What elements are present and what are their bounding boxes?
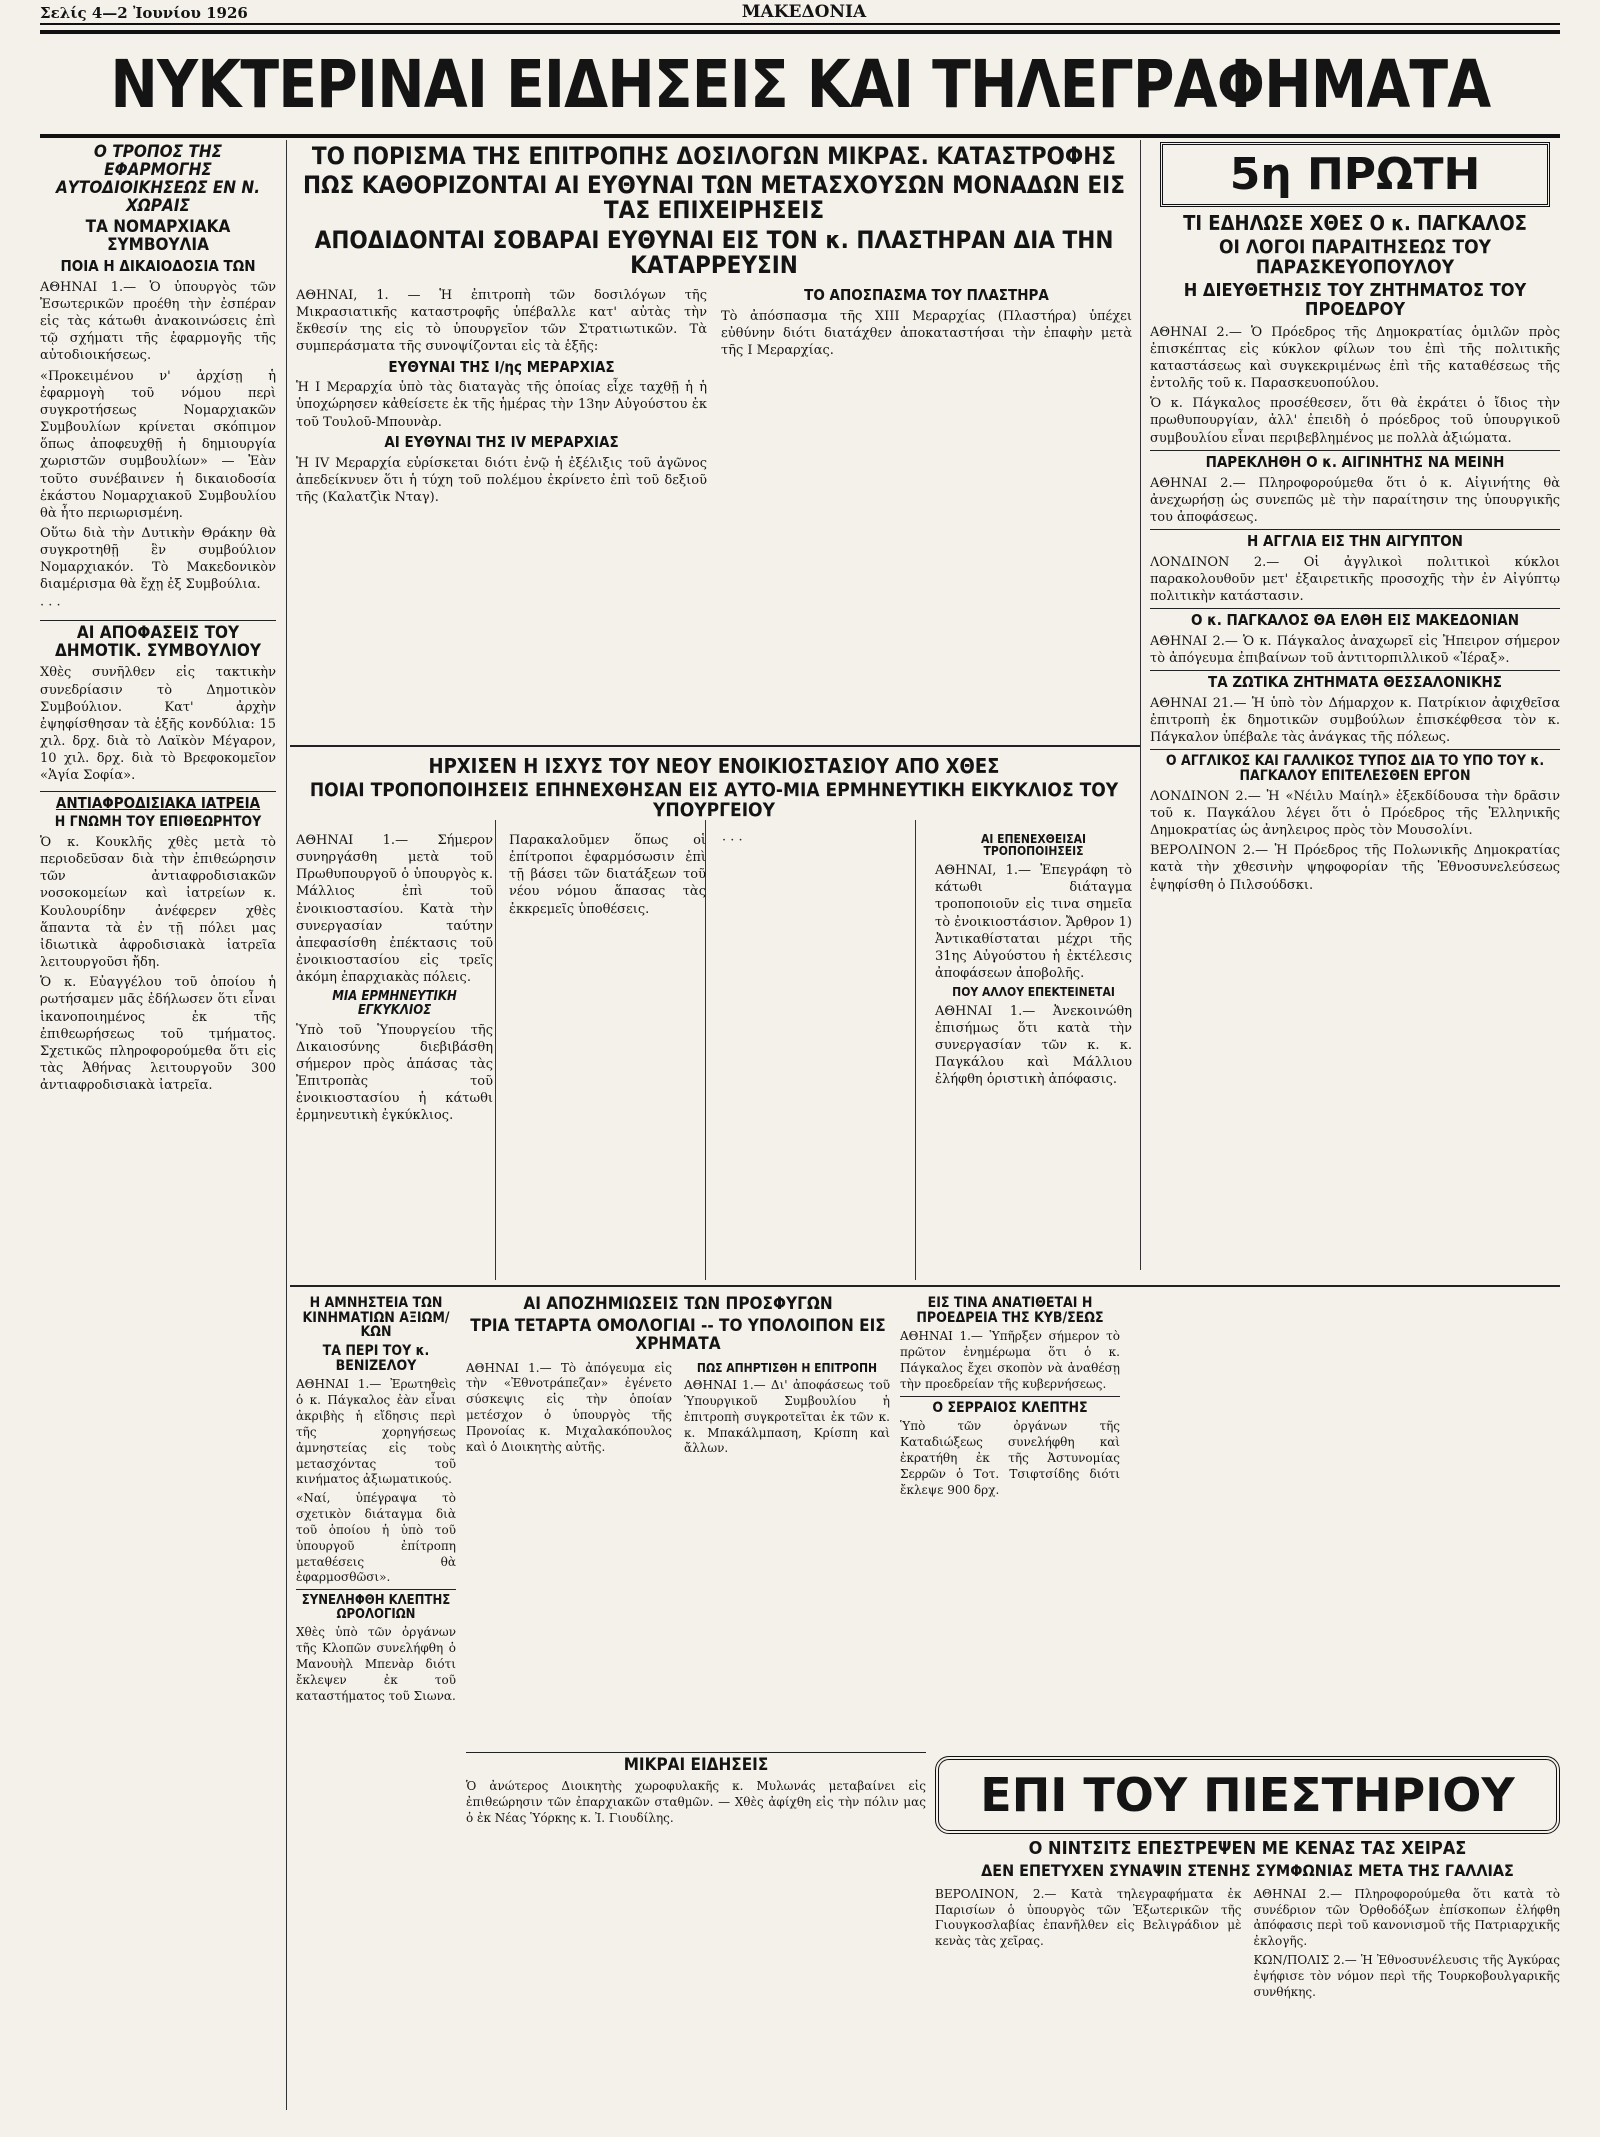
article-paragraph: Ὁ κ. Κουκλῆς χθὲς μετὰ τὸ περιοδεῦσαν διὰ τὴν ἐπιθεώρησιν τῶν ἀντιαφροδισιακῶν νοσοκομείων καὶ ἰατρείων κ. Κουλουρίδην ἀνέφερεν χθὲς ἅπαντα τὰ ἐν τῇ πόλει μας ἰδιωτικὰ ἀφροδισιακὰ ἰατρεῖα λειτουργοῦσι ἤδη.: [40, 835, 276, 971]
article-paragraph: ΑΘΗΝΑΙ 1.— Ἀνεκοινώθη ἐπισήμως ὅτι κατὰ τὴν συνεργασίαν τῶν κ. κ. Παγκάλου καὶ Μάλλιου ἐλήφθη ὁριστικὴ ἀπόφασις.: [935, 1003, 1132, 1088]
article-headline: ΜΙΚΡΑΙ ΕΙΔΗΣΕΙΣ: [623, 1755, 769, 1775]
article-paragraph-continued: · · ·: [40, 597, 61, 613]
article-paragraph: ΑΘΗΝΑΙ 21.— Ἡ ὑπὸ τὸν Δήμαρχον κ. Πατρίκιον ἀφιχθεῖσα ἐπιτροπὴ ἐκ δημοτικῶν συμβούλων ἐπισκέφθεσα τὸν κ. Πάγκαλον ὑπέβαλε τὰς ἀνάγκας τῆς πόλεως.: [1150, 696, 1560, 746]
right-column: [1150, 140, 1560, 1275]
article-paragraph: ΑΘΗΝΑΙ 1.— Δι' ἀποφάσεως τοῦ Ὑπουργικοῦ Συμβουλίου ἡ ἐπιτροπὴ συγκροτεῖται ἐκ τῶν κ. κ. Μπακάλμπαση, Κρίσπη καὶ ἄλλων.: [684, 1378, 890, 1456]
amnesty-article: [296, 1292, 456, 2132]
refugees-article: [466, 1292, 890, 1742]
article-paragraph: Ἡ ΙV Μεραρχία εὑρίσκεται διότι ἐνῷ ἡ ἐξέλιξις τοῦ ἀγῶνος ἀπεδείκνυεν ὅτι ἡ τύχη τοῦ πολέμου ἐκρίνετο ἐπὶ τοῦ δεξιοῦ τῆς (Καλατζὶκ Νταγ).: [296, 455, 707, 505]
article-paragraph: ΑΘΗΝΑΙ, 1.— Ἐπεγράφη τὸ κάτωθι διάταγμα τροποποιοῦν εἰς τινα σημεῖα τὸ ἐνοικιοστάσιον. Ἄρθρον 1) Ἀντικαθίσταται μέχρι τῆς 31ης Αὐγούστου ἡ ἐκτέλεσις ἀποφάσεων ἀποβολῆς.: [935, 863, 1132, 981]
column-rule: [286, 140, 287, 2110]
article-paragraph: ΑΘΗΝΑΙ 2.— Πληροφορούμεθα ὅτι ὁ κ. Αἰγινήτης θὰ ἀνεχωρήσῃ ὡς συνεπῶς μὲ τὴν παραίτησιν της ὑπουργικῆς του ἀποφάσεως.: [1150, 475, 1560, 525]
article-headline: ΣΥΝΕΛΗΦΘΗ ΚΛΕΠΤΗΣ ΩΡΟΛΟΓΙΩΝ: [301, 1593, 451, 1622]
band-rule: [290, 745, 1140, 747]
article-headline: ΑΙ ΑΠΟΖΗΜΙΩΣΕΙΣ ΤΩΝ ΠΡΟΣΦΥΓΩΝ: [523, 1294, 833, 1314]
article-headline: Ο ΣΕΡΡΑΙΟΣ ΚΛΕΠΤΗΣ: [932, 1399, 1088, 1416]
top-line: [40, 0, 1560, 22]
press-box-title: ΕΠΙ ΤΟΥ ΠΙΕΣΤΗΡΙΟΥ: [980, 1768, 1515, 1822]
article-headline: ΤΑ ΖΩΤΙΚΑ ΖΗΤΗΜΑΤΑ ΘΕΣΣΑΛΟΝΙΚΗΣ: [1207, 673, 1502, 692]
article-headline: Ο κ. ΠΑΓΚΑΛΟΣ ΘΑ ΕΛΘΗ ΕΙΣ ΜΑΚΕΔΟΝΙΑΝ: [1190, 611, 1520, 630]
article-paragraph: Ὁ κ. Εὐαγγέλου τοῦ ὁποίου ἡ ρωτήσαμεν μᾶς ἐδήλωσεν ὅτι εἶναι ἱκανοποιημένος ἐκ τῆς ἐπιθεωρήσεως τοῦ τμήματος. Σχετικῶς πληροφορούμεθα ὅτι εἰς τὰς Ἀθήνας λειτουργοῦν 300 ἀντιαφροδισιακὰ ἰατρεῖα.: [40, 975, 276, 1094]
article-paragraph: ΑΘΗΝΑΙ 1.— Ὁ ὑπουργὸς τῶν Ἐσωτερικῶν προέθη τὴν ἐσπέραν εἰς τὰς κάτωθι ἀνακοινώσεις ἐπὶ τῷ σχήματι τῆς ἐφαρμογῆς τῆς αὐτοδιοικήσεως.: [40, 279, 276, 364]
article-subheadline: Η ΓΝΩΜΗ ΤΟΥ ΕΠΙΘΕΩΡΗΤΟΥ: [54, 814, 262, 831]
article-paragraph: Χθὲς συνῆλθεν εἰς τακτικὴν συνεδρίασιν τὸ Δημοτικὸν Συμβούλιον. Κατ' ἀρχὴν ἐψηφίσθησαν τὰ ἑξῆς κονδύλια: 15 χιλ. δρχ. διὰ τὸ Λαϊκὸν Μέγαρον, 10 χιλ. δρχ. διὰ τὸ Βρεφοκομεῖον «Ἁγία Σοφία».: [40, 665, 276, 784]
article-paragraph: ΑΘΗΝΑΙ 1.— Ὑπῆρξεν σήμερον τὸ πρῶτον ἐνημέρωμα ὅτι ὁ κ. Πάγκαλος ἔχει σκοπὸν νὰ ἀναθέσῃ τὴν προεδρείαν τῆς κυβερνήσεως.: [900, 1329, 1120, 1391]
newspaper-name: ΜΑΚΕΔΟΝΙΑ: [741, 2, 867, 22]
band-rule: [290, 1285, 1560, 1287]
article-headline: ΤΙ ΕΔΗΛΩΣΕ ΧΘΕΣ Ο κ. ΠΑΓΚΑΛΟΣ: [1183, 211, 1527, 235]
article-paragraph-continued: · · ·: [722, 832, 743, 848]
article-paragraph: ΑΘΗΝΑΙ 1.— Ἐρωτηθεὶς ὁ κ. Πάγκαλος ἐὰν εἶναι ἀκριβὴς ἡ εἴδησις περὶ τῆς χορηγήσεως ἀμνηστείας εἰς τοὺς μετασχόντας τοῦ κινήματος ἀξιωματικούς.: [296, 1377, 456, 1487]
article-paragraph: ΑΘΗΝΑΙ 2.— Ὁ κ. Πάγκαλος ἀναχωρεῖ εἰς Ἠπειρον σήμερον τὸ ἀπόγευμα ἐπιβαίνων τοῦ ἀντιτορπιλλικοῦ «Ἱέραξ».: [1150, 633, 1560, 667]
article-paragraph: ΑΘΗΝΑΙ 2.— Πληροφορούμεθα ὅτι κατὰ τὸ συνέδριον τῶν Ὀρθοδόξων ἐπίσκοπων ἐλήφθη ἀπόφασις περὶ τοῦ κανονισμοῦ τῆς Πατριαρχικῆς ἐκλογῆς.: [1253, 1886, 1560, 1949]
article-headline: ΤΡΙΑ ΤΕΤΑΡΤΑ ΟΜΟΛΟΓΙΑΙ -- ΤΟ ΥΠΟΛΟΙΠΟΝ ΕΙΣ ΧΡΗΜΑΤΑ: [470, 1315, 886, 1354]
article-headline: Ο ΤΡΟΠΟΣ ΤΗΣ ΕΦΑΡΜΟΓΗΣ ΑΥΤΟΔΙΟΙΚΗΣΕΩΣ ΕΝ Ν. ΧΩΡΑΙΣ: [55, 142, 261, 216]
section-masthead: [40, 30, 1560, 138]
article-headline: ΔΕΝ ΕΠΕΤΥΧΕΝ ΣΥΝΑΨΙΝ ΣΤΕΝΗΣ ΣΥΜΦΩΝΙΑΣ ΜΕΤΑ ΤΗΣ ΓΑΛΛΙΑΣ: [981, 1860, 1514, 1880]
article-paragraph: «Προκειμένου ν' ἀρχίσῃ ἡ ἐφαρμογὴ τοῦ νόμου περὶ συγκροτήσεως Νομαρχιακῶν Συμβουλίων κρίνεται σκόπιμον ὅπως ἀποφευχθῇ ἡ δημιουργία χωριστῶν συμβουλίων» — Ἐὰν τοῦτο συνέβαινεν ἡ δικαιοδοσία ἑκάστου Νομαρχιακοῦ Συμβουλίου θὰ ἦτο περιωρισμένη.: [40, 368, 276, 521]
article-subheadline: ΑΙ ΕΠΕΝΕΧΘΕΙΣΑΙ ΤΡΟΠΟΠΟΙΗΣΕΙΣ: [981, 831, 1086, 859]
page-date: Σελίς 4—2 Ἰουνίου 1926: [40, 4, 248, 22]
article-headline: Η ΑΜΝΗΣΤΕΙΑ ΤΩΝ ΚΙΝΗΜΑΤΙΩΝ ΑΞΙΩΜ/ΚΩΝ: [302, 1295, 450, 1341]
article-headline: ΗΡΧΙΣΕΝ Η ΙΣΧΥΣ ΤΟΥ ΝΕΟΥ ΕΝΟΙΚΙΟΣΤΑΣΙΟΥ ΑΠΟ ΧΘΕΣ: [428, 754, 1000, 778]
article-paragraph: ΑΘΗΝΑΙ 2.— Ὁ Πρόεδρος τῆς Δημοκρατίας ὁμιλῶν πρὸς ἐπισκέπτας εἰς κύκλον φίλων του ἐπὶ τῆς πολιτικῆς καταστάσεως καὶ συγκεκριμένως ἐπὶ τῆς καταθέσεως τῆς ἐντολῆς τοῦ κ. Παρασκευοπούλου.: [1150, 324, 1560, 392]
small-news-article: [466, 1752, 926, 2132]
article-headline: Ο ΝΙΝΤΣΙΤΣ ΕΠΕΣΤΡΕΨΕΝ ΜΕ ΚΕΝΑΣ ΤΑΣ ΧΕΙΡΑΣ: [1028, 1838, 1467, 1859]
article-paragraph: «Ναί, ὑπέγραψα τὸ σχετικὸν διάταγμα διὰ τοῦ ὁποίου ἡ ὑπὸ τοῦ ὑπουργοῦ ἐπίτροπη μεταθέσεις θὰ ἐφαρμοσθῶσι».: [296, 1491, 456, 1585]
edition-label: 5η ΠΡΩΤΗ: [1229, 149, 1481, 200]
article-headline: Η ΑΓΓΛΙΑ ΕΙΣ ΤΗΝ ΑΙΓΥΠΤΟΝ: [1247, 531, 1463, 550]
article-paragraph: ΚΩΝ/ΠΟΛΙΣ 2.— Ἡ Ἐθνοσυνέλευσις τῆς Ἀγκύρας ἐψήφισε τὸν νόμον περὶ τῆς Τουρκοβουλγαρικῆς συνθήκης.: [1253, 1953, 1560, 1999]
article-paragraph: ΑΘΗΝΑΙ, 1. — Ἡ ἐπιτροπὴ τῶν δοσιλόγων τῆς Μικρασιατικῆς καταστροφῆς ὑπέβαλλε κατ' αὐτὰς τὴν ἔκθεσίν της εἰς τὸ ὑπουργεῖον τῶν Στρατιωτικῶν. Τὰ συμπεράσματα τῆς συνοψίζονται εἰς τὰ ἑξῆς:: [296, 287, 707, 355]
article-paragraph: Ὁ κ. Πάγκαλος προσέθεσεν, ὅτι θὰ ἐκράτει ὁ ἴδιος τὴν πρωθυπουργίαν, ἀλλ' ἐπειδὴ ὁ πρόεδρος τοῦ ὑπουργικοῦ συμβουλίου εἶναι περιβεβλημένος με πολλὰ ἀξιώματα.: [1150, 396, 1560, 446]
article-headline: ΟΙ ΛΟΓΟΙ ΠΑΡΑΙΤΗΣΕΩΣ ΤΟΥ ΠΑΡΑΣΚΕΥΟΠΟΥΛΟΥ: [1218, 236, 1491, 278]
rent-control-article: [296, 752, 1132, 1280]
article-headline: ΕΙΣ ΤΙΝΑ ΑΝΑΤΙΘΕΤΑΙ Η ΠΡΟΕΔΡΕΙΑ ΤΗΣ ΚΥΒ/ΣΕΩΣ: [916, 1295, 1104, 1326]
article-paragraph: Τὸ ἀπόσπασμα τῆς ΧΙΙΙ Μεραρχίας (Πλαστήρα) ὑπέχει εὐθύνην διότι διατάχθεν ἀποκαταστήσαι τὴν ἐπαφὴν μετὰ τῆς Ι Μεραρχίας.: [721, 308, 1132, 358]
article-paragraph: Παρακαλοῦμεν ὅπως οἱ ἐπίτροποι ἐφαρμόσωσιν ἐπὶ τῇ βάσει τῶν διατάξεων τοῦ νέου νόμου ἅπασας τὰς ἐκκρεμεῖς ὑποθέσεις.: [509, 832, 706, 917]
left-column: [40, 140, 276, 2130]
center-top-article: [296, 140, 1132, 740]
article-paragraph: ΑΘΗΝΑΙ 1.— Σήμερον συνηργάσθη μετὰ τοῦ Πρωθυπουργοῦ ὁ ὑπουργὸς κ. Μάλλιος ἐπὶ τοῦ ἐνοικιοστασίου. Κατὰ τὴν συνεργασίαν ταύτην ἀπεφασίσθη ἐπέκτασις τοῦ ἐνοικιοστασίου εἰς τρεῖς ἀκόμη ἐπαρχιακὰς πόλεις.: [296, 832, 493, 986]
article-headline: ΠΩΣ ΚΑΘΟΡΙΖΟΝΤΑΙ ΑΙ ΕΥΘΥΝΑΙ ΤΩΝ ΜΕΤΑΣΧΟΥΣΩΝ ΜΟΝΑΔΩΝ ΕΙΣ ΤΑΣ ΕΠΙΧΕΙΡΗΣΕΙΣ: [303, 171, 1125, 225]
article-subheadline: ΤΟ ΑΠΟΣΠΑΣΜΑ ΤΟΥ ΠΛΑΣΤΗΡΑ: [804, 285, 1049, 304]
article-headline: Η ΔΙΕΥΘΕΤΗΣΙΣ ΤΟΥ ΖΗΤΗΜΑΤΟΣ ΤΟΥ ΠΡΟΕΔΡΟΥ: [1183, 279, 1527, 320]
article-subheadline: ΠΟΥ ΑΛΛΟΥ ΕΠΕΚΤΕΙΝΕΤΑΙ: [952, 985, 1115, 1000]
article-headline: ΑΠΟΔΙΔΟΝΤΑΙ ΣΟΒΑΡΑΙ ΕΥΘΥΝΑΙ ΕΙΣ ΤΟΝ κ. ΠΛΑΣΤΗΡΑΝ ΔΙΑ ΤΗΝ ΚΑΤΑΡΡΕΥΣΙΝ: [314, 225, 1114, 279]
article-subheadline: ΕΥΘΥΝΑΙ ΤΗΣ Ι/ης ΜΕΡΑΡΧΙΑΣ: [388, 357, 615, 376]
article-subheadline: ΤΑ ΠΕΡΙ ΤΟΥ κ. ΒΕΝΙΖΕΛΟΥ: [322, 1343, 430, 1374]
article-headline: ΑΙ ΑΠΟΦΑΣΕΙΣ ΤΟΥ ΔΗΜΟΤΙΚ. ΣΥΜΒΟΥΛΙΟΥ: [54, 622, 262, 661]
article-headline: ΠΟΙΑΙ ΤΡΟΠΟΠΟΙΗΣΕΙΣ ΕΠΗΝΕΧΘΗΣΑΝ ΕΙΣ ΑΥΤΟ-ΜΙΑ ΕΡΜΗΝΕΥΤΙΚΗ ΕΙΚΥΚΛΙΟΣ ΤΟΥ ΥΠΟΥΡΓΕΙΟΥ: [309, 779, 1119, 821]
article-headline: ΑΝΤΙΑΦΡΟΔΙΣΙΑΚΑ ΙΑΤΡΕΙΑ: [55, 793, 261, 812]
article-headline: ΤΑ ΝΟΜΑΡΧΙΑΚΑ ΣΥΜΒΟΥΛΙΑ: [85, 217, 231, 256]
article-paragraph: Ὁ ἀνώτερος Διοικητὴς χωροφυλακῆς κ. Μυλωνάς μεταβαίνει εἰς ἐπιθεώρησιν τῶν ἐπαρχιακῶν σταθμῶν. — Χθὲς ἀφίχθη εἰς τὴν πόλιν μας ὁ ἐκ Νέας Ὑόρκης κ. Ἰ. Γιουδίλης.: [466, 1778, 926, 1825]
article-paragraph: Χθὲς ὑπὸ τῶν ὀργάνων τῆς Κλοπῶν συνελήφθη ὁ Μανουὴλ Μπενὰρ διότι ἔκλεψεν ἐκ τοῦ καταστήματος τοῦ Σιωνα.: [296, 1625, 456, 1703]
article-headline: ΠΑΡΕΚΛΗΘΗ Ο κ. ΑΙΓΙΝΗΤΗΣ ΝΑ ΜΕΙΝΗ: [1205, 452, 1505, 471]
article-subheadline: ΠΩΣ ΑΠΗΡΤΙΣΘΗ Η ΕΠΙΤΡΟΠΗ: [696, 1360, 878, 1375]
article-headline: Ο ΑΓΓΛΙΚΟΣ ΚΑΙ ΓΑΛΛΙΚΟΣ ΤΥΠΟΣ ΔΙΑ ΤΟ ΥΠΟ ΤΟΥ κ. ΠΑΓΚΑΛΟΥ ΕΠΙΤΕΛΕΣΘΕΝ ΕΡΓΟΝ: [1165, 753, 1545, 785]
section-title: ΝΥΚΤΕΡΙΝΑΙ ΕΙΔΗΣΕΙΣ ΚΑΙ ΤΗΛΕΓΡΑΦΗΜΑΤΑ: [109, 45, 1491, 123]
article-paragraph: ΛΟΝΔΙΝΟΝ 2.— Οἱ ἀγγλικοὶ πολιτικοὶ κύκλοι παρακολουθοῦν μετ' ἐξαιρετικῆς προσοχῆς τὴν ἐν Αἰγύπτῳ πολιτικὴν κατάστασιν.: [1150, 554, 1560, 605]
article-paragraph: ΒΕΡΟΛΙΝΟΝ 2.— Ἡ Πρόεδρος τῆς Πολωνικῆς Δημοκρατίας κατὰ τὴν χθεσινὴν ψηφοφορίαν τῆς Ἐθνοσυνελεύσεως ἐψηφίσθη ὁ Πιλσούδσκι.: [1150, 843, 1560, 893]
article-paragraph: Ὑπὸ τοῦ Ὑπουργείου τῆς Δικαιοσύνης διεβιβάσθη σήμερον πρὸς ἁπάσας τὰς Ἐπιτροπὰς τοῦ ἐνοικιοστασίου ἡ κάτωθι ἐρμηνευτικὴ ἐγκύκλιος.: [296, 1022, 493, 1124]
article-paragraph: Ὑπὸ τῶν ὀργάνων τῆς Καταδιώξεως συνελήφθη καὶ ἐκρατήθη ἐκ τῆς Ἀστυνομίας Σερρῶν ὁ Τοτ. Τσιφτσίδης διότι ἔκλεψε 900 δρχ.: [900, 1419, 1120, 1497]
article-paragraph: ΛΟΝΔΙΝΟΝ 2.— Ἡ «Νέιλυ Μαίηλ» ἐξεκδίδουσα τὴν δρᾶσιν τοῦ κ. Παγκάλου λέγει ὅτι ὁ Πρόεδρος τῆς Ἑλληνικῆς Δημοκρατίας ὡς ἀνηλειρος πρὸς τὸν Μουσολίνι.: [1150, 788, 1560, 839]
article-subheadline: ΜΙΑ ΕΡΜΗΝΕΥΤΙΚΗ ΕΓΚΥΚΛΙΟΣ: [332, 989, 457, 1018]
edition-box: [1160, 142, 1550, 207]
article-headline: ΤΟ ΠΟΡΙΣΜΑ ΤΗΣ ΕΠΙΤΡΟΠΗΣ ΔΟΣΙΛΟΓΩΝ ΜΙΚΡΑΣ. ΚΑΤΑΣΤΡΟΦΗΣ: [311, 142, 1117, 170]
article-subheadline: ΑΙ ΕΥΘΥΝΑΙ ΤΗΣ ΙV ΜΕΡΑΡΧΙΑΣ: [384, 432, 619, 451]
presidency-article: [900, 1292, 1120, 1742]
column-rule: [1140, 140, 1141, 1270]
article-subheadline: ΠΟΙΑ Η ΔΙΚΑΙΟΔΟΣΙΑ ΤΩΝ: [60, 257, 256, 276]
article-paragraph: Οὕτω διὰ τὴν Δυτικὴν Θράκην θὰ συγκροτηθῇ ἓν συμβούλιον Νομαρχιακόν. Τὸ Μακεδονικὸν διαμέρισμα θὰ ἔχῃ ἐξ Συμβούλια.: [40, 526, 276, 593]
press-box: [935, 1756, 1560, 1834]
press-article: [935, 1752, 1560, 2132]
article-paragraph: ΑΘΗΝΑΙ 1.— Τὸ ἀπόγευμα εἰς τὴν «Ἐθνοτράπεζαν» ἐγένετο σύσκεψις εἰς τὴν ὁποίαν μετέσχον ὁ ὑπουργὸς τῆς Προνοίας κ. Μιχαλακόπουλος καὶ ὁ Διοικητὴς αὐτῆς.: [466, 1360, 672, 1454]
article-paragraph: Ἡ Ι Μεραρχία ὑπὸ τὰς διαταγὰς τῆς ὁποίας εἶχε ταχθῇ ἡ ἡ ὑποχώρησεν κἀθείσετε ἐκ τῆς ἡμέρας τὴν 13ην Αὐγούστου ἐκ τοῦ Τουλοῦ-Μπουνὰρ.: [296, 380, 707, 430]
article-paragraph: ΒΕΡΟΛΙΝΟΝ, 2.— Κατὰ τηλεγραφήματα ἐκ Παρισίων ὁ ὑπουργὸς τῶν Ἐξωτερικῶν τῆς Γιουγκοσλαβίας ἐπανῆλθεν εἰς Βελιγράδιον μὲ κενὰς τὰς χεῖρας.: [935, 1886, 1242, 1949]
